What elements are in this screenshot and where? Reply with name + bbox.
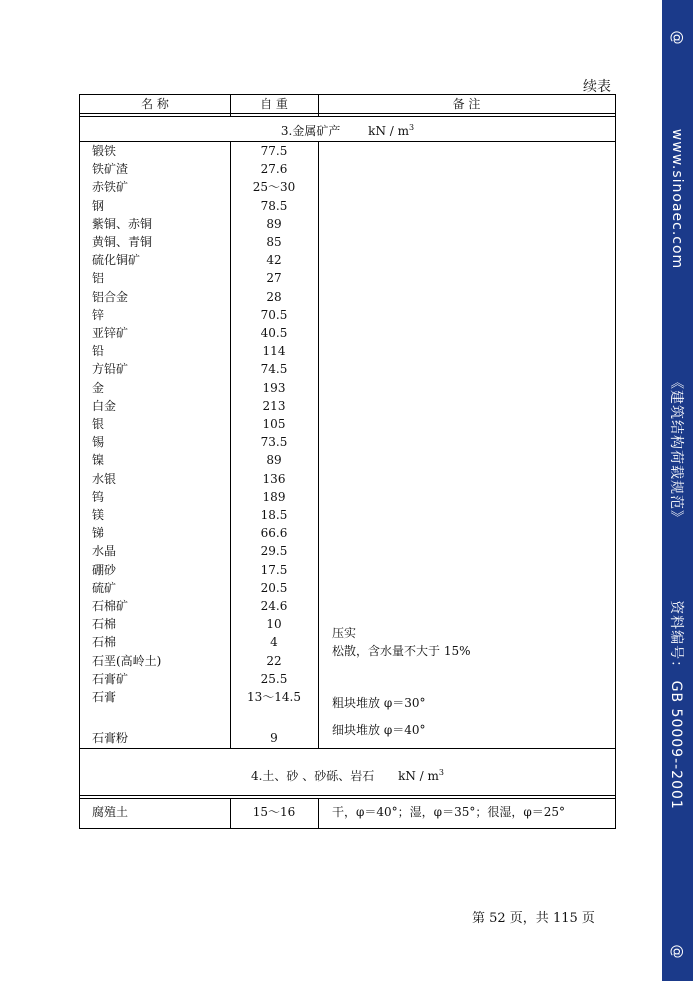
table-row bbox=[80, 670, 615, 688]
table-row bbox=[80, 215, 615, 233]
row-name: 石膏粉 bbox=[92, 731, 129, 745]
table-row bbox=[80, 397, 615, 415]
row-name: 紫铜、赤铜 bbox=[92, 216, 153, 231]
row-weight: 9 bbox=[270, 731, 278, 745]
row-name: 钢 bbox=[92, 198, 105, 213]
note-fine: 细块堆放 φ＝40° bbox=[332, 723, 426, 737]
row-name: 水银 bbox=[92, 471, 117, 486]
row-name: 白金 bbox=[92, 398, 117, 413]
row-name: 石棉 bbox=[92, 635, 117, 650]
row-weight: 78.5 bbox=[260, 198, 288, 213]
row-weight: 25～30 bbox=[252, 180, 296, 195]
sidebar-at-bottom: @ bbox=[669, 944, 685, 960]
table-row bbox=[80, 542, 615, 560]
row-name: 硫矿 bbox=[92, 580, 117, 595]
section-4-unit: kN / m bbox=[398, 769, 439, 783]
page-footer: 第 52 页，共 115 页 bbox=[472, 911, 595, 926]
table-row bbox=[80, 470, 615, 488]
section-3-unit-exponent: 3 bbox=[409, 123, 415, 132]
soil-name: 腐殖土 bbox=[92, 805, 129, 819]
row-weight: 74.5 bbox=[260, 362, 288, 377]
table-row bbox=[80, 269, 615, 287]
note-loose: 松散，含水量不大于 15% bbox=[332, 644, 471, 658]
row-weight: 193 bbox=[262, 380, 286, 395]
row-weight: 136 bbox=[262, 471, 286, 486]
row-name: 锌 bbox=[92, 307, 105, 322]
row-name: 硫化铜矿 bbox=[92, 253, 141, 268]
row-weight: 22 bbox=[266, 653, 282, 668]
row-weight: 27.6 bbox=[260, 162, 288, 177]
row-name: 锑 bbox=[92, 526, 105, 541]
row-weight: 66.6 bbox=[260, 526, 288, 541]
row-name: 石垩(高岭土) bbox=[92, 653, 162, 668]
table-row bbox=[80, 524, 615, 542]
row-weight: 105 bbox=[262, 417, 286, 431]
row-name: 石棉 bbox=[92, 617, 117, 632]
continued-label: 续表 bbox=[583, 79, 611, 95]
sidebar-book-title: 《建筑结构荷载规范》 bbox=[668, 375, 684, 525]
sidebar-doc-number: 资料编号： GB 50009--2001 bbox=[668, 600, 684, 810]
section-3-title bbox=[80, 122, 615, 139]
table-row bbox=[80, 251, 615, 269]
row-weight: 27 bbox=[266, 271, 282, 286]
section-3-unit: kN / m bbox=[368, 124, 409, 138]
row-name: 银 bbox=[92, 417, 105, 431]
row-weight: 73.5 bbox=[260, 435, 288, 450]
row-name: 赤铁矿 bbox=[92, 180, 129, 195]
table-row bbox=[80, 360, 615, 378]
row-weight: 28 bbox=[266, 289, 282, 304]
row-weight: 13～14.5 bbox=[247, 690, 301, 704]
table-row bbox=[80, 488, 615, 506]
table-row bbox=[80, 288, 615, 306]
table-row bbox=[80, 415, 615, 433]
note-compacted: 压实 bbox=[332, 626, 357, 640]
density-table bbox=[79, 94, 616, 829]
row-name: 铁矿渣 bbox=[92, 162, 129, 177]
row-weight: 20.5 bbox=[260, 580, 288, 595]
row-name: 金 bbox=[92, 380, 105, 395]
table-row bbox=[80, 197, 615, 215]
row-name: 水晶 bbox=[92, 544, 117, 559]
row-name: 钨 bbox=[92, 489, 105, 504]
row-weight: 29.5 bbox=[260, 544, 288, 559]
row-name: 镍 bbox=[92, 453, 105, 468]
sidebar-website: www.sinoaec.com bbox=[669, 128, 685, 270]
row-weight: 4 bbox=[270, 635, 278, 650]
table-row bbox=[80, 579, 615, 597]
row-name: 锡 bbox=[92, 435, 105, 450]
table-row bbox=[80, 433, 615, 451]
row-name: 铝 bbox=[92, 271, 105, 286]
table-row bbox=[80, 324, 615, 342]
row-weight: 17.5 bbox=[260, 562, 288, 577]
row-name: 铝合金 bbox=[92, 289, 129, 304]
row-weight: 24.6 bbox=[260, 599, 288, 613]
table-row bbox=[80, 561, 615, 579]
row-name: 亚锌矿 bbox=[92, 326, 129, 340]
note-coarse: 粗块堆放 φ＝30° bbox=[332, 696, 426, 710]
rule bbox=[80, 113, 615, 114]
row-weight: 85 bbox=[266, 235, 282, 249]
soil-note: 干，φ＝40°；湿，φ＝35°；很湿，φ＝25° bbox=[332, 805, 566, 819]
section-4-title bbox=[80, 767, 615, 784]
row-weight: 10 bbox=[266, 617, 282, 632]
rule bbox=[80, 116, 615, 117]
table-row bbox=[80, 342, 615, 360]
row-weight: 89 bbox=[266, 216, 282, 231]
header-name: 名 称 bbox=[141, 97, 169, 111]
row-weight: 213 bbox=[262, 398, 286, 413]
header-remarks: 备 注 bbox=[452, 97, 481, 111]
row-weight: 189 bbox=[262, 489, 286, 504]
table-row bbox=[80, 306, 615, 324]
table-row bbox=[80, 506, 615, 524]
table-row bbox=[80, 160, 615, 178]
table-row bbox=[80, 178, 615, 196]
row-name: 硼砂 bbox=[92, 562, 117, 577]
row-weight: 40.5 bbox=[260, 326, 288, 340]
row-weight: 42 bbox=[266, 253, 282, 268]
row-name: 铅 bbox=[92, 344, 105, 359]
section-4-unit-exponent: 3 bbox=[438, 768, 444, 777]
row-weight: 77.5 bbox=[260, 144, 288, 158]
row-weight: 89 bbox=[266, 453, 282, 468]
soil-row bbox=[80, 802, 615, 822]
row-name: 镁 bbox=[92, 508, 105, 522]
table-row bbox=[80, 597, 615, 615]
section-4-label: 4.土、砂 、砂砾、岩石 bbox=[250, 769, 375, 783]
row-name: 石棉矿 bbox=[92, 599, 129, 613]
row-name: 石膏 bbox=[92, 690, 117, 704]
row-name: 锻铁 bbox=[92, 144, 117, 158]
rule bbox=[80, 795, 615, 796]
row-name: 黄铜、青铜 bbox=[92, 235, 153, 249]
section-3-label: 3.金属矿产 bbox=[280, 124, 341, 138]
table-row bbox=[80, 233, 615, 251]
header-weight: 自 重 bbox=[260, 97, 288, 111]
row-weight: 114 bbox=[262, 344, 286, 359]
row-weight: 25.5 bbox=[260, 671, 288, 686]
table-row bbox=[80, 142, 615, 160]
row-name: 方铅矿 bbox=[92, 362, 129, 377]
soil-weight: 15～16 bbox=[252, 805, 296, 819]
rule bbox=[80, 748, 615, 749]
row-weight: 18.5 bbox=[260, 508, 288, 522]
row-name: 石膏矿 bbox=[92, 671, 129, 686]
sidebar-at-top: @ bbox=[669, 30, 685, 46]
table-row bbox=[80, 379, 615, 397]
row-weight: 70.5 bbox=[260, 307, 288, 322]
table-row bbox=[80, 451, 615, 469]
rule bbox=[80, 798, 615, 799]
